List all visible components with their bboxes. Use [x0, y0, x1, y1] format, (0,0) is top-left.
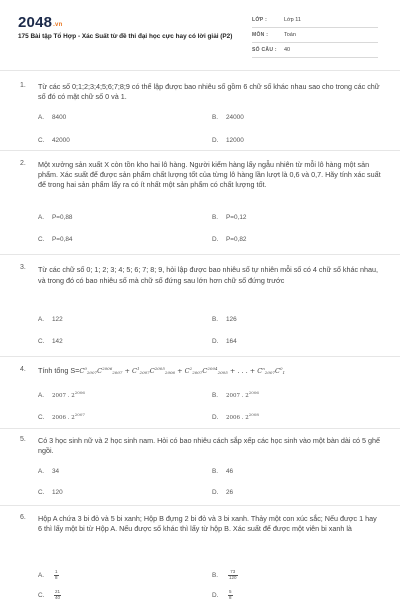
question-text: Một xưởng sản xuất X còn tồn kho hai lô hàng. Người kiểm hàng lấy ngẫu nhiên từ mỗi lô hàng một sản phẩm. Xác suất để được sản phẩm chất lượng tốt của từng lô hàng lần lượt là 0,6 và 0,7. Hãy tính xác suất để trong hai sản phẩm lấy ra có ít nhất một sản phẩm có chất lượng tốt.	[38, 160, 381, 190]
option-letter: D.	[212, 236, 219, 243]
question-4	[20, 366, 386, 426]
option-a[interactable]	[38, 316, 63, 323]
option-value: 26	[226, 489, 234, 496]
option-b[interactable]	[212, 114, 244, 121]
numerator: 21	[55, 589, 61, 594]
question-number: 3.	[20, 264, 26, 271]
question-6	[20, 514, 386, 600]
option-base: 2007 . 2	[226, 393, 249, 399]
option-base: 2007 . 2	[52, 393, 75, 399]
option-letter: C.	[38, 137, 45, 144]
meta-row-class	[252, 14, 378, 28]
option-a[interactable]	[38, 114, 66, 121]
option-a[interactable]	[38, 468, 59, 475]
option-d[interactable]	[212, 338, 237, 345]
question-text: Từ các số 0;1;2;3;4;5;6;7;8;9 có thể lập được bao nhiêu số gồm 6 chữ số khác nhau sao cho trong các chữ số đó có mặt chữ số 0 và 1.	[38, 82, 380, 102]
option-letter: C.	[38, 236, 45, 243]
option-b[interactable]	[212, 468, 233, 475]
denominator: 8	[229, 594, 232, 600]
question-number: 2.	[20, 160, 26, 167]
option-letter: B.	[212, 316, 219, 323]
option-value: 12000	[226, 137, 244, 144]
option-c[interactable]	[38, 338, 63, 345]
option-value: P=0,82	[226, 236, 247, 243]
question-text: Từ các chữ số 0; 1; 2; 3; 4; 5; 6; 7; 8; 9, hỏi lập được bao nhiêu số tự nhiên mỗi số có 4 chữ số khác nhau, và trong đó có bao nhiêu số mà chữ số đứng sau lớn hơn chữ số đứng trước	[38, 265, 379, 286]
denominator: 40	[55, 594, 61, 600]
option-value: 164	[226, 338, 237, 345]
option-exponent: 2006	[74, 390, 85, 395]
option-value: P=0,88	[52, 214, 73, 221]
option-d[interactable]	[212, 590, 233, 600]
numerator: 1	[55, 569, 58, 574]
meta-row-count	[252, 44, 378, 58]
page-title: 175 Bài tập Tổ Hợp - Xác Suất từ đề thi đại học cực hay có lời giải (P2)	[18, 33, 233, 40]
option-letter: A.	[38, 316, 45, 323]
option-base: 2006 . 2	[52, 415, 75, 421]
option-c[interactable]	[38, 590, 61, 600]
option-d[interactable]	[212, 489, 233, 496]
numerator: 5	[229, 589, 232, 594]
divider	[0, 428, 400, 429]
option-letter: D.	[212, 338, 219, 345]
divider	[0, 356, 400, 357]
fraction	[228, 570, 238, 580]
option-d[interactable]	[212, 236, 246, 243]
option-letter: B.	[212, 571, 219, 579]
option-c[interactable]	[38, 412, 85, 421]
option-a[interactable]	[38, 214, 72, 221]
option-b[interactable]	[212, 570, 238, 580]
option-letter: D.	[212, 414, 219, 421]
option-b[interactable]	[212, 316, 237, 323]
option-letter: B.	[212, 214, 219, 221]
option-exponent: 2007	[74, 412, 85, 417]
question-number: 1.	[20, 82, 26, 89]
header	[0, 0, 400, 58]
option-a[interactable]	[38, 570, 59, 580]
option-letter: D.	[212, 591, 219, 599]
site-logo[interactable]	[18, 14, 62, 31]
fraction	[54, 570, 59, 580]
meta-value-count: 40	[284, 47, 291, 53]
question-3	[20, 264, 386, 350]
option-a[interactable]	[38, 390, 85, 399]
option-exponent: 2008	[248, 412, 259, 417]
question-1	[20, 82, 386, 156]
divider	[0, 254, 400, 255]
meta-label-subject: MÔN :	[252, 32, 269, 38]
question-number: 5.	[20, 436, 26, 443]
option-letter: C.	[38, 489, 45, 496]
meta-value-subject: Toán	[284, 32, 296, 38]
logo-suffix: .vn	[53, 22, 63, 28]
option-letter: D.	[212, 489, 219, 496]
divider	[0, 70, 400, 71]
question-text: Có 3 học sinh nữ và 2 học sinh nam. Hỏi có bao nhiêu cách sắp xếp các học sinh vào một bàn dài có 5 ghế ngồi.	[38, 436, 381, 456]
option-value: 120	[52, 489, 63, 496]
option-b[interactable]	[212, 214, 246, 221]
divider	[0, 150, 400, 151]
question-5	[20, 436, 386, 502]
logo-text: 2048	[18, 14, 53, 31]
meta-row-subject	[252, 29, 378, 43]
option-letter: A.	[38, 114, 45, 121]
option-letter: A.	[38, 468, 45, 475]
question-text: Hộp A chứa 3 bi đỏ và 5 bi xanh; Hộp B đựng 2 bi đỏ và 3 bi xanh. Thảy một con xúc sắc; Nếu được 1 hay 6 thì lấy một bi từ Hộp A. Nếu được số khác thì lấy từ hộp B. Xác suất để được một viên bi xanh là	[38, 514, 377, 533]
meta-label-class: LỚP :	[252, 17, 268, 23]
option-d[interactable]	[212, 412, 259, 421]
question-number: 6.	[20, 514, 26, 521]
option-b[interactable]	[212, 390, 259, 399]
option-value: 42000	[52, 137, 70, 144]
option-d[interactable]	[212, 137, 244, 144]
numerator: 73	[228, 570, 238, 576]
denominator: 120	[229, 574, 237, 580]
option-value: 8400	[52, 114, 67, 121]
option-value: P=0,12	[226, 214, 247, 221]
option-c[interactable]	[38, 489, 63, 496]
option-value: 24000	[226, 114, 244, 121]
sum-formula: $C^0_{2007}C^{2006}_{2007} + C^1_{2007}C^{2005}_{2006} + C^2_{2007}C^{2004}_{2005}$ + . . . + $C^n_{2007}C^0_1$	[79, 366, 286, 375]
option-value: 142	[52, 338, 63, 345]
option-letter: B.	[212, 392, 219, 399]
option-value: P=0,84	[52, 236, 73, 243]
option-letter: A.	[38, 571, 45, 579]
fraction	[228, 590, 233, 600]
option-letter: B.	[212, 114, 219, 121]
denominator: 8	[55, 574, 58, 580]
option-letter: D.	[212, 137, 219, 144]
option-c[interactable]	[38, 236, 72, 243]
question-text	[38, 366, 382, 376]
question-text-prefix: Tính tổng S=	[38, 366, 80, 375]
option-letter: A.	[38, 392, 45, 399]
divider	[0, 505, 400, 506]
option-exponent: 2006	[248, 390, 259, 395]
question-2	[20, 160, 386, 250]
fraction	[54, 590, 61, 600]
option-value: 126	[226, 316, 237, 323]
option-letter: C.	[38, 414, 45, 421]
option-base: 2006 . 2	[226, 415, 249, 421]
option-value: 122	[52, 316, 63, 323]
question-number: 4.	[20, 366, 26, 373]
option-letter: C.	[38, 338, 45, 345]
option-c[interactable]	[38, 137, 70, 144]
option-letter: C.	[38, 591, 45, 599]
option-value: 34	[52, 468, 60, 475]
option-letter: A.	[38, 214, 45, 221]
option-value: 46	[226, 468, 234, 475]
meta-value-class: Lớp 11	[284, 17, 301, 23]
meta-label-count: SỐ CÂU :	[252, 47, 277, 53]
option-letter: B.	[212, 468, 219, 475]
